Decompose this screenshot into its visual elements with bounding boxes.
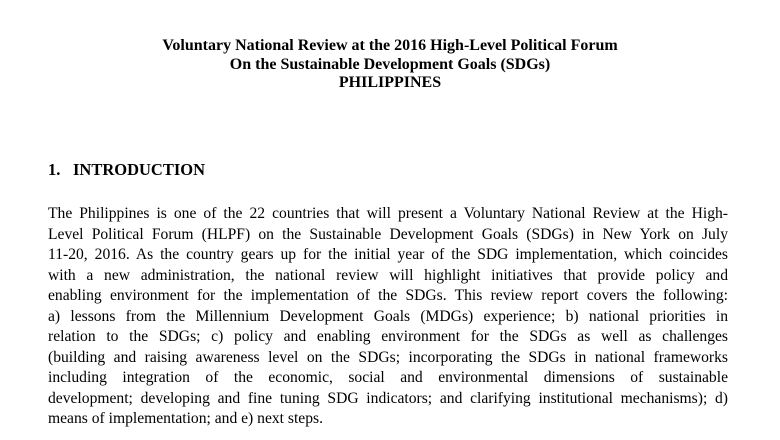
- section-number: 1.: [48, 160, 61, 179]
- paragraph-line: (building and raising awareness level on the SDGs; incorporating the SDGs in national frameworks: [48, 348, 728, 366]
- paragraph-line: 11-20, 2016. As the country gears up for the initial year of the SDG implementation, which coincides: [48, 246, 728, 263]
- paragraph-line: means of implementation; and e) next steps.: [48, 410, 323, 427]
- title-line: PHILIPPINES: [338, 74, 442, 91]
- section-heading: [48, 160, 205, 180]
- document-title: [0, 37, 780, 93]
- title-line: On the Sustainable Development Goals (SDGs): [229, 55, 551, 73]
- paragraph-line: relation to the SDGs; c) policy and enabling environment for the SDGs as well as challenges: [48, 328, 728, 345]
- paragraph-line: The Philippines is one of the 22 countries that will present a Voluntary National Review at the High-: [48, 205, 728, 222]
- section-heading-text: INTRODUCTION: [73, 160, 206, 179]
- paragraph-line: development; developing and fine tuning SDG indicators; and clarifying institutional mechanisms); d): [48, 389, 728, 407]
- paragraph-line: Level Political Forum (HLPF) on the Sustainable Development Goals (SDGs) in New York on July: [48, 225, 728, 243]
- paragraph-line: with a new administration, the national review will highlight initiatives that provide policy and: [48, 266, 728, 284]
- paragraph-line: enabling environment for the implementation of the SDGs. This review report covers the following:: [48, 287, 728, 304]
- title-line: Voluntary National Review at the 2016 High-Level Political Forum: [162, 37, 618, 54]
- paragraph-line: a) lessons from the Millennium Development Goals (MDGs) experience; b) national priorities in: [48, 307, 728, 325]
- paragraph-line: including integration of the economic, social and environmental dimensions of sustainable: [48, 369, 728, 386]
- introduction-paragraph: [48, 204, 728, 430]
